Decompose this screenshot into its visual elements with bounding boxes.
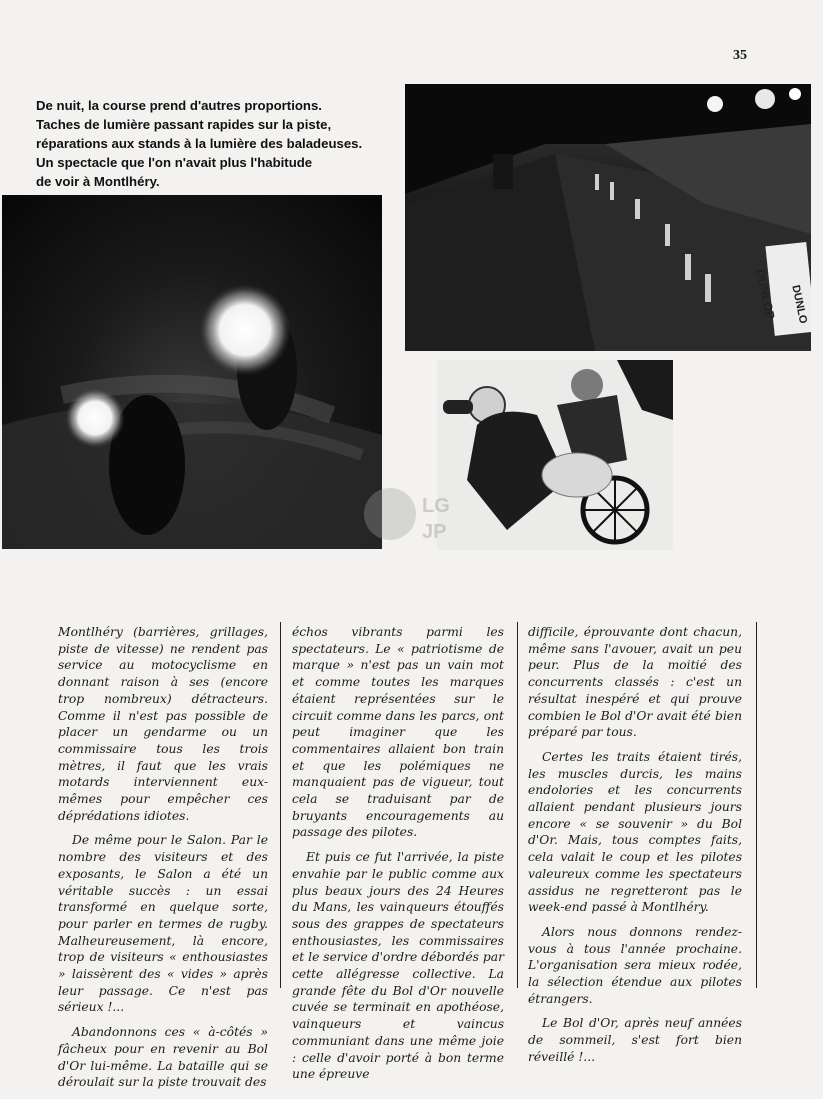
- night-race-illustration: [2, 195, 382, 549]
- text-column-1: [58, 624, 268, 1099]
- caption-line: Taches de lumière passant rapides sur la piste,: [36, 117, 332, 132]
- svg-text:JP: JP: [422, 521, 447, 543]
- dunlop-sign-lower: DUNLO: [789, 284, 810, 325]
- paragraph: difficile, éprouvante dont chacun, même sans l'avouer, avait un peu peur. Plus de la moitié des concurrents classés : c'est un résultat inespéré et qui prouve combien le Bol d'Or avait été bien préparé par tous.: [528, 625, 742, 740]
- paragraph: Certes les traits étaient tirés, les muscles durcis, les mains endolories et les concurrents allaient pendant plusieurs jours encore « se souvenir » du Bol d'Or. Mais, tous comptes faits, cela valait le coup et les pilotes valeureux comme les spectateurs assidus ne regretteront pas le week-end passé à Montlhéry.: [528, 749, 742, 915]
- svg-text:LG: LG: [422, 495, 450, 517]
- photo-caption: [36, 96, 398, 191]
- paragraph: Abandonnons ces « à-côtés » fâcheux pour en revenir au Bol d'Or lui-même. La bataille qui se déroulait sur la piste trouvait des: [58, 1025, 268, 1090]
- column-divider: [756, 622, 757, 988]
- paragraph: Le Bol d'Or, après neuf années de sommeil, s'est fort bien réveillé !...: [528, 1016, 742, 1064]
- page-number: 35: [733, 48, 747, 63]
- dunlop-sign: DUNLOP: [753, 268, 778, 321]
- paragraph: Montlhéry (barrières, grillages, piste de vitesse) ne rendent pas service au motocyclisme en donnant raison à ses (encore trop nombreux) détracteurs. Comme il n'est pas possible de placer un gendarme ou un commissaire tous les trois mètres, il faut que les vrais motards interviennent eux-mêmes pour empêcher ces déprédations idiotes.: [58, 625, 268, 823]
- caption-line: Un spectacle que l'on n'avait plus l'habitude: [36, 155, 313, 170]
- pit-stands-illustration: [405, 84, 811, 351]
- paragraph: échos vibrants parmi les spectateurs. Le « patriotisme de marque » n'est pas un vain mot et comme toutes les marques étaient représentées sur le circuit comme dans les parcs, ont peut imaginer que les commentaires allaient bon train et que les polémiques ne manquaient pas de vigueur, tout cela se traduisant par de bruyants encouragements au passage des pilotes.: [292, 625, 504, 840]
- paragraph: Alors nous donnons rendez-vous à tous l'année prochaine. L'organisation sera mieux rodée, la sélection étendue aux pilotes étrangers.: [528, 924, 742, 1006]
- mechanics-illustration: [437, 360, 673, 550]
- caption-line: réparations aux stands à la lumière des baladeuses.: [36, 136, 363, 151]
- paragraph: Et puis ce fut l'arrivée, la piste envahie par le public comme aux plus beaux jours des 24 Heures du Mans, les vainqueurs étouffés sous des grappes de spectateurs enthousiastes, les commissaires et le service d'ordre débordés par cette allégresse collective. La grande fête du Bol d'Or nouvelle cuvée se terminait en apothéose, vainqueurs et vaincus communiant dans une même joie : celle d'avoir porté à bon terme une épreuve: [292, 850, 504, 1082]
- paragraph: De même pour le Salon. Par le nombre des visiteurs et des exposants, le Salon a été un véritable succès : un essai transformé en quelque sorte, pour parler en termes de rugby. Malheureusement, là encore, trop de visiteurs « enthousiastes » laissèrent des « vides » après leur passage. Ce n'est pas sérieux !...: [58, 833, 268, 1015]
- text-column-3: [528, 624, 742, 1074]
- text-column-2: [292, 624, 504, 1091]
- pit-stands-photo: [405, 84, 811, 351]
- stamp-watermark: [360, 484, 460, 554]
- caption-line: De nuit, la course prend d'autres proportions.: [36, 98, 322, 113]
- column-divider: [517, 622, 518, 988]
- mechanics-photo: [437, 360, 673, 550]
- night-race-photo: [2, 195, 382, 549]
- caption-line: de voir à Montlhéry.: [36, 174, 160, 189]
- column-divider: [280, 622, 281, 988]
